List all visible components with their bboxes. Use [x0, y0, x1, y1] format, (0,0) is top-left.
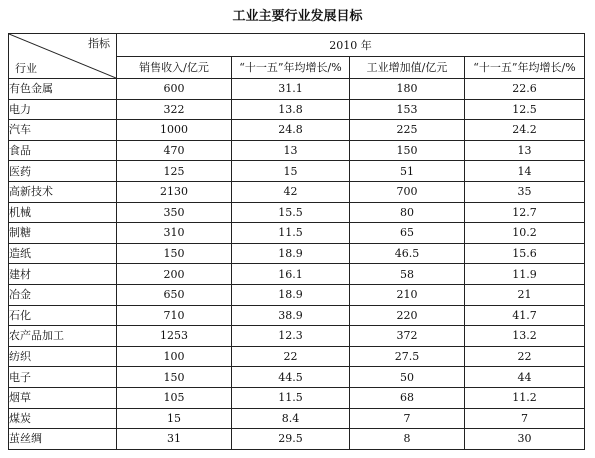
cell-value-added-growth: 22 [465, 346, 585, 367]
cell-sales-growth: 24.8 [232, 120, 350, 141]
corner-label-industry: 行业 [15, 62, 37, 75]
cell-value-added: 372 [350, 326, 465, 347]
cell-industry: 电子 [9, 367, 117, 388]
cell-value-added: 220 [350, 305, 465, 326]
table-row [9, 202, 585, 223]
cell-industry: 纺织 [9, 346, 117, 367]
cell-sales-growth: 13 [232, 140, 350, 161]
cell-sales: 150 [117, 367, 232, 388]
cell-sales-growth: 12.3 [232, 326, 350, 347]
table-row [9, 326, 585, 347]
cell-sales: 200 [117, 264, 232, 285]
cell-value-added: 153 [350, 99, 465, 120]
cell-sales-growth: 15.5 [232, 202, 350, 223]
cell-sales-growth: 18.9 [232, 284, 350, 305]
cell-industry: 食品 [9, 140, 117, 161]
cell-sales: 15 [117, 408, 232, 429]
cell-industry: 高新技术 [9, 181, 117, 202]
table-row [9, 79, 585, 100]
cell-sales: 650 [117, 284, 232, 305]
cell-sales-growth: 22 [232, 346, 350, 367]
cell-sales: 1253 [117, 326, 232, 347]
cell-industry: 煤炭 [9, 408, 117, 429]
table-row [9, 223, 585, 244]
cell-sales-growth: 11.5 [232, 223, 350, 244]
cell-sales-growth: 42 [232, 181, 350, 202]
cell-industry: 石化 [9, 305, 117, 326]
cell-value-added: 225 [350, 120, 465, 141]
cell-value-added: 51 [350, 161, 465, 182]
cell-value-added: 700 [350, 181, 465, 202]
table-row [9, 346, 585, 367]
cell-sales-growth: 13.8 [232, 99, 350, 120]
cell-value-added-growth: 21 [465, 284, 585, 305]
cell-value-added-growth: 41.7 [465, 305, 585, 326]
cell-industry: 有色金属 [9, 79, 117, 100]
table-row [9, 161, 585, 182]
cell-value-added: 58 [350, 264, 465, 285]
cell-value-added-growth: 13.2 [465, 326, 585, 347]
cell-sales: 710 [117, 305, 232, 326]
cell-value-added: 180 [350, 79, 465, 100]
cell-sales-growth: 44.5 [232, 367, 350, 388]
cell-value-added: 210 [350, 284, 465, 305]
column-header-sales: 销售收入/亿元 [117, 57, 232, 79]
cell-industry: 医药 [9, 161, 117, 182]
cell-industry: 制糖 [9, 223, 117, 244]
table-title: 工业主要行业发展目标 [232, 9, 363, 24]
table-row [9, 181, 585, 202]
column-header-value-added: 工业增加值/亿元 [350, 57, 465, 79]
table-row [9, 120, 585, 141]
cell-industry: 烟草 [9, 387, 117, 408]
cell-industry: 造纸 [9, 243, 117, 264]
cell-value-added: 8 [350, 429, 465, 450]
cell-value-added-growth: 12.5 [465, 99, 585, 120]
cell-industry: 农产品加工 [9, 326, 117, 347]
table-row [9, 367, 585, 388]
table-row [9, 305, 585, 326]
cell-industry: 电力 [9, 99, 117, 120]
cell-sales: 600 [117, 79, 232, 100]
cell-value-added-growth: 12.7 [465, 202, 585, 223]
cell-value-added-growth: 35 [465, 181, 585, 202]
table-row [9, 99, 585, 120]
cell-value-added: 80 [350, 202, 465, 223]
cell-sales-growth: 11.5 [232, 387, 350, 408]
header-row-group [9, 34, 585, 57]
cell-value-added: 68 [350, 387, 465, 408]
cell-value-added-growth: 11.9 [465, 264, 585, 285]
table-row [9, 284, 585, 305]
table-row [9, 408, 585, 429]
cell-value-added-growth: 24.2 [465, 120, 585, 141]
cell-sales: 470 [117, 140, 232, 161]
cell-value-added: 46.5 [350, 243, 465, 264]
cell-sales-growth: 16.1 [232, 264, 350, 285]
cell-value-added-growth: 22.6 [465, 79, 585, 100]
column-header-sales-growth: “十一五”年均增长/% [232, 57, 350, 79]
cell-sales-growth: 18.9 [232, 243, 350, 264]
cell-sales-growth: 31.1 [232, 79, 350, 100]
cell-value-added-growth: 14 [465, 161, 585, 182]
corner-header-cell [9, 34, 117, 79]
cell-value-added-growth: 13 [465, 140, 585, 161]
cell-value-added-growth: 10.2 [465, 223, 585, 244]
table-row [9, 387, 585, 408]
cell-value-added: 150 [350, 140, 465, 161]
cell-value-added-growth: 44 [465, 367, 585, 388]
table-row [9, 264, 585, 285]
cell-value-added: 7 [350, 408, 465, 429]
table-row [9, 429, 585, 450]
industry-targets-table [8, 33, 585, 450]
cell-value-added-growth: 11.2 [465, 387, 585, 408]
cell-value-added: 27.5 [350, 346, 465, 367]
table-body [9, 79, 585, 450]
cell-sales-growth: 38.9 [232, 305, 350, 326]
cell-sales: 322 [117, 99, 232, 120]
cell-value-added: 65 [350, 223, 465, 244]
cell-sales: 31 [117, 429, 232, 450]
cell-sales: 2130 [117, 181, 232, 202]
cell-industry: 汽车 [9, 120, 117, 141]
cell-value-added-growth: 15.6 [465, 243, 585, 264]
cell-sales: 125 [117, 161, 232, 182]
cell-industry: 机械 [9, 202, 117, 223]
cell-industry: 茧丝绸 [9, 429, 117, 450]
cell-value-added-growth: 30 [465, 429, 585, 450]
table-row [9, 243, 585, 264]
cell-sales: 350 [117, 202, 232, 223]
year-group-header: 2010 年 [117, 34, 585, 57]
cell-sales: 100 [117, 346, 232, 367]
cell-sales: 1000 [117, 120, 232, 141]
cell-industry: 建材 [9, 264, 117, 285]
cell-sales: 310 [117, 223, 232, 244]
cell-industry: 冶金 [9, 284, 117, 305]
cell-sales: 105 [117, 387, 232, 408]
cell-value-added: 50 [350, 367, 465, 388]
cell-sales-growth: 8.4 [232, 408, 350, 429]
cell-sales: 150 [117, 243, 232, 264]
cell-sales-growth: 15 [232, 161, 350, 182]
cell-value-added-growth: 7 [465, 408, 585, 429]
cell-sales-growth: 29.5 [232, 429, 350, 450]
table-row [9, 140, 585, 161]
corner-label-indicator: 指标 [88, 37, 110, 50]
column-header-value-added-growth: “十一五”年均增长/% [465, 57, 585, 79]
